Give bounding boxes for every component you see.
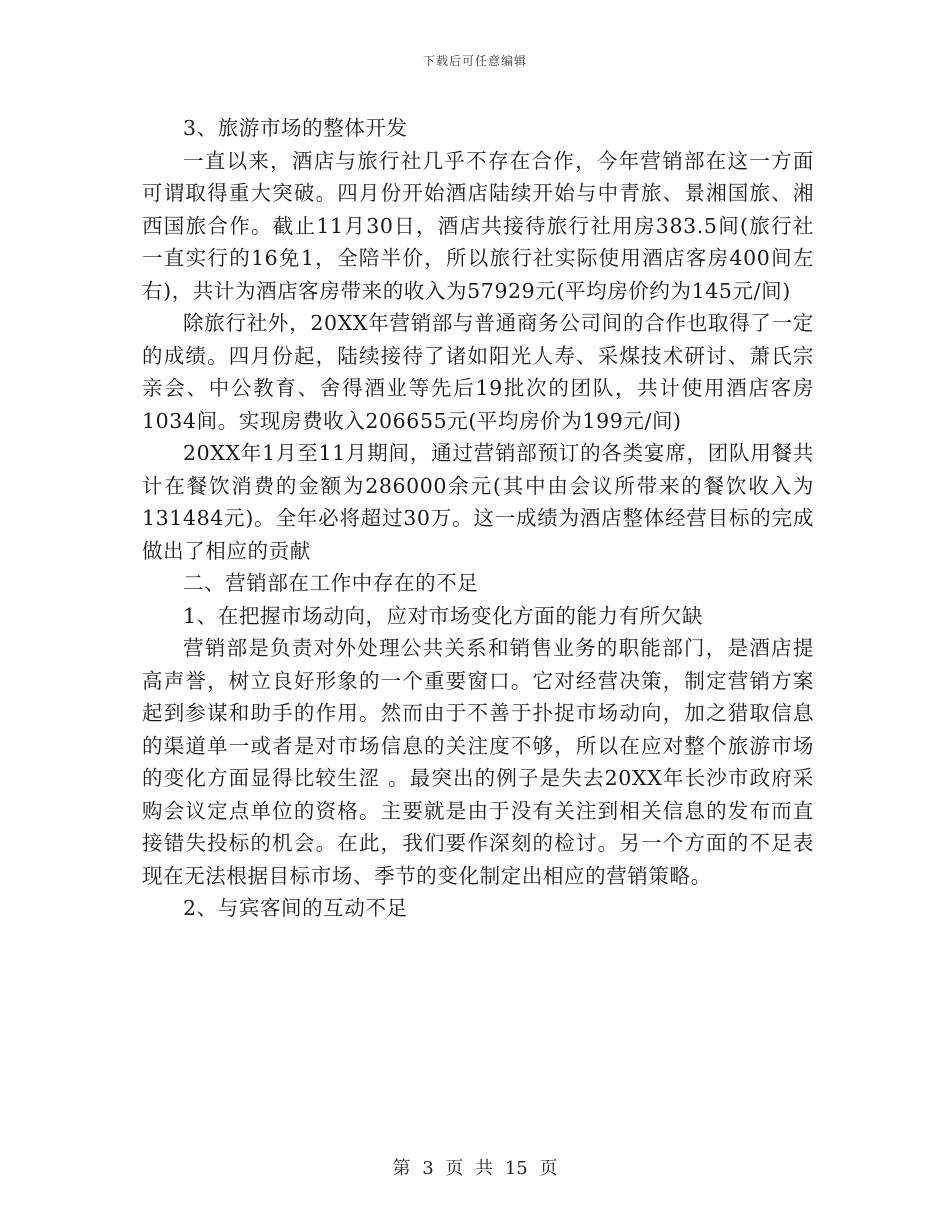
subsection-heading-market-trends: 1、在把握市场动向，应对市场变化方面的能力有所欠缺	[183, 603, 704, 628]
section-heading-shortcomings: 二、营销部在工作中存在的不足	[183, 571, 479, 595]
paragraph-travel-agency: 一直以来，酒店与旅行社几乎不存在合作，今年营销部在这一方面可谓取得重大突破。四月份开始酒店陆续开始与中青旅、景湘国旅、湘西国旅合作。截止11月30日，酒店共接待旅行社用房383.5间(旅行社一直实行的16免1，全陪半价，所以旅行社实际使用酒店客房400间左右)，共计为酒店客房带来的收入为57929元(平均房价约为145元/间)	[142, 148, 814, 303]
section-heading-tourism-market: 3、旅游市场的整体开发	[183, 116, 408, 140]
paragraph-banquets: 20XX年1月至11月期间，通过营销部预订的各类宴席，团队用餐共计在餐饮消费的金额为286000余元(其中由会议所带来的餐饮收入为131484元)。全年必将超过30万。这一成绩为酒店整体经营目标的完成做出了相应的贡献	[142, 441, 814, 563]
page-footer: 第 3 页 共 15 页	[392, 1158, 558, 1179]
paragraph-marketing-department: 营销部是负责对外处理公共关系和销售业务的职能部门，是酒店提高声誉，树立良好形象的一个重要窗口。它对经营决策，制定营销方案起到参谋和助手的作用。然而由于不善于扑捉市场动向，加之猎取信息的渠道单一或者是对市场信息的关注度不够，所以在应对整个旅游市场的变化方面显得比较生涩 。最突出的例子是失去20XX年长沙市政府采购会议定点单位的资格。主要就是由于没有关注到相关信息的发布而直接错失投标的机会。在此，我们要作深刻的检讨。另一个方面的不足表现在无法根据目标市场、季节的变化制定出相应的营销策略。	[142, 636, 814, 888]
subsection-heading-guest-interaction: 2、与宾客间的互动不足	[183, 896, 408, 920]
paragraph-business-companies: 除旅行社外，20XX年营销部与普通商务公司间的合作也取得了一定的成绩。四月份起，陆续接待了诸如阳光人寿、采煤技术研讨、萧氏宗亲会、中公教育、舍得酒业等先后19批次的团队，共计使用酒店客房1034间。实现房费收入206655元(平均房价为199元/间)	[142, 311, 814, 433]
page-header: 下载后可任意编辑	[422, 54, 527, 68]
document-body	[142, 112, 814, 925]
